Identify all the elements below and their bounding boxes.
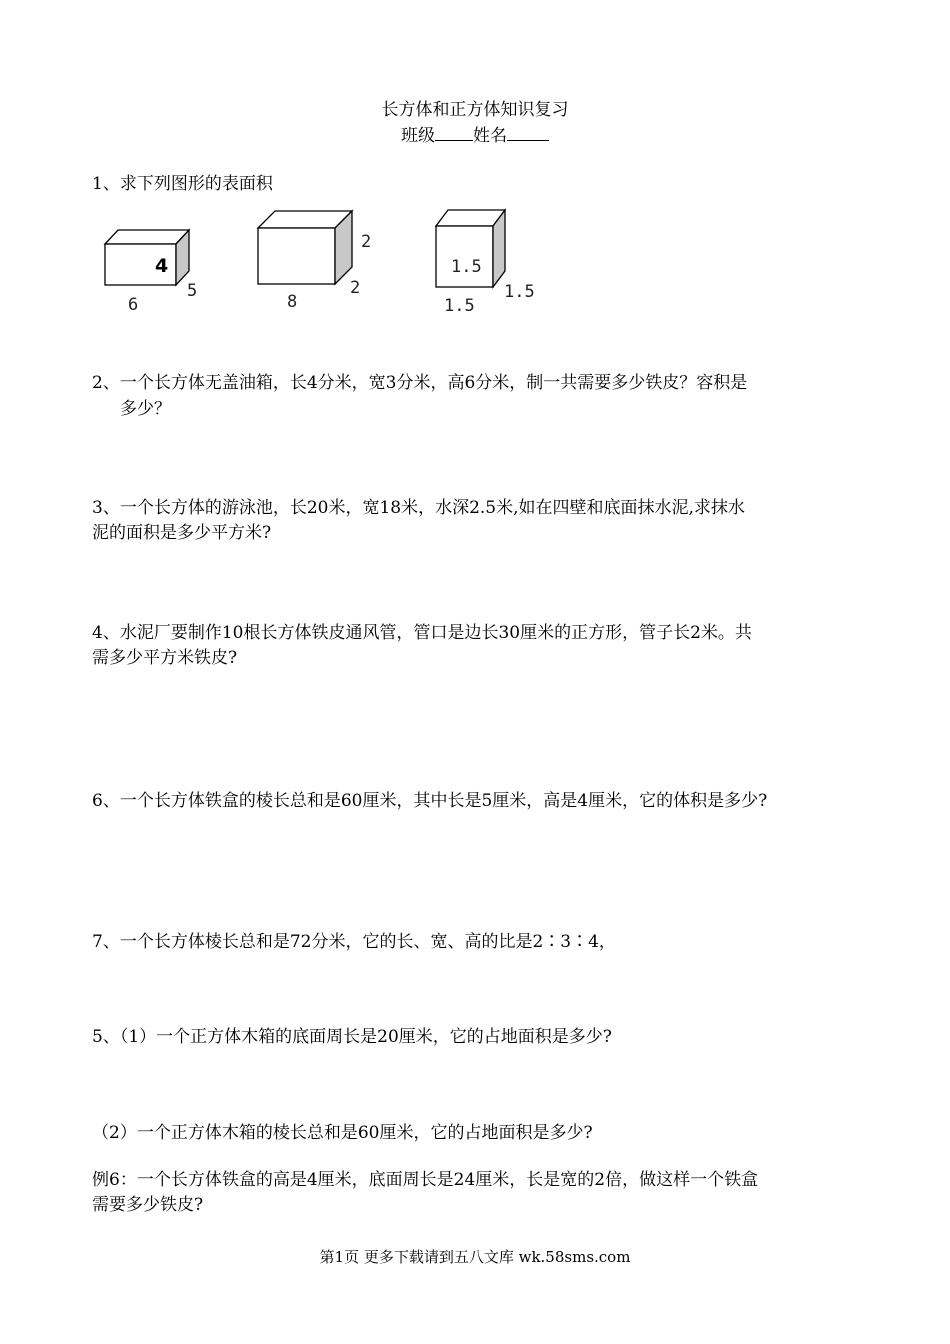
question-4-line-1: 4、水泥厂要制作10根长方体铁皮通风管，管口是边长30厘米的正方形，管子长2米。共 — [92, 623, 752, 643]
box2-depth-label: 2 — [350, 278, 361, 298]
name-blank — [507, 124, 549, 141]
cuboid-figure-2 — [258, 211, 371, 312]
question-3-line-1: 3、一个长方体的游泳池，长20米，宽18米，水深2.5米,如在四壁和底面抹水泥,求抹水 — [92, 498, 745, 518]
question-4-line-2: 需多少平方米铁皮? — [92, 648, 238, 668]
box1-front-label: 4 — [155, 255, 169, 277]
question-2-line-1: 2、一个长方体无盖油箱，长4分米，宽3分米，高6分米，制一共需要多少铁皮？容积是 — [92, 373, 748, 393]
example-6-line-1: 例6：一个长方体铁盒的高是4厘米，底面周长是24厘米，长是宽的2倍，做这样一个铁盒 — [92, 1170, 759, 1190]
cube-depth-label: 1.5 — [504, 282, 535, 302]
cube-figure — [436, 210, 535, 316]
class-label: 班级 — [401, 126, 435, 146]
page-footer: 第1页 更多下载请到五八文库 wk.58sms.com — [319, 1248, 631, 1266]
name-label: 姓名 — [473, 126, 507, 146]
box1-bottom-label: 6 — [128, 295, 139, 315]
question-2-line-2: 多少？ — [120, 399, 171, 419]
question-6: 6、一个长方体铁盒的棱长总和是60厘米，其中长是5厘米，高是4厘米，它的体积是多少? — [92, 791, 768, 811]
box1-depth-label: 5 — [187, 281, 198, 301]
example-6-line-2: 需要多少铁皮? — [92, 1195, 204, 1215]
class-blank — [435, 124, 473, 141]
box2-bottom-label: 8 — [287, 292, 298, 312]
cube-bottom-label: 1.5 — [444, 296, 475, 316]
box2-height-label: 2 — [361, 232, 372, 252]
name-line — [0, 124, 950, 148]
question-5-part-2: （2）一个正方体木箱的棱长总和是60厘米，它的占地面积是多少? — [92, 1123, 593, 1143]
question-3-line-2: 泥的面积是多少平方米? — [92, 523, 272, 543]
question-7: 7、一个长方体棱长总和是72分米，它的长、宽、高的比是2∶3∶4， — [92, 932, 616, 952]
page-title: 长方体和正方体知识复习 — [381, 100, 569, 120]
question-5-part-1: 5、（1）一个正方体木箱的底面周长是20厘米，它的占地面积是多少? — [92, 1027, 612, 1047]
question-1: 1、求下列图形的表面积 — [92, 174, 273, 194]
cuboid-figure-1 — [105, 230, 197, 315]
cube-front-label: 1.5 — [451, 257, 482, 277]
figures-area — [95, 205, 565, 320]
